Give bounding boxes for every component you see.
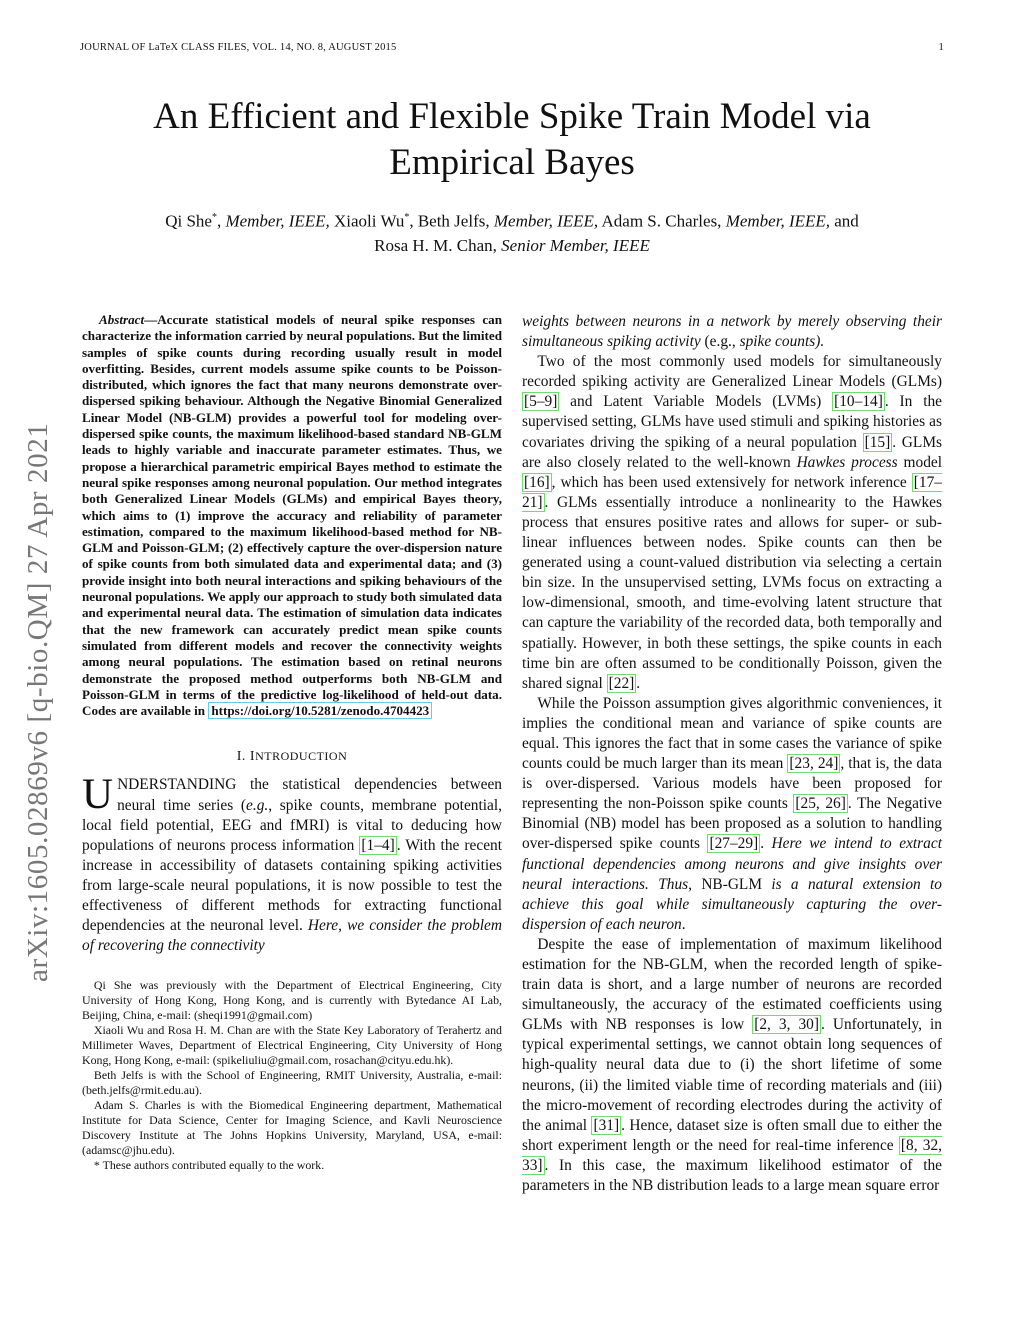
author-conjunction: and xyxy=(834,211,859,231)
author-role: Member, IEEE, xyxy=(493,211,599,231)
equal-contrib-mark: * xyxy=(404,212,410,223)
section-heading-introduction: I. INTRODUCTION xyxy=(236,749,348,765)
abstract-text: —Accurate statistical models of neural spike responses can characterize the information carried by neural populations. But the limited samples of spike counts during recording usually result in model overfitting. Besides, current models assume spike counts to be Poisson-distributed, which ignores the fact that many neurons demonstrate over-dispersed spiking behaviour. Although the Negative Binomial Generalized Linear Model (NB-GLM) provides a powerful tool for modeling over-dispersed spike counts, the maximum likelihood-based standard NB-GLM leads to highly variable and inaccurate parameter estimates. Thus, we propose a hierarchical parametric empirical Bayes method to estimate the neural spike responses among neuronal population. Our method integrates both Generalized Linear Models (GLMs) and empirical Bayes theory, which aims to (1) improve the accuracy and reliability of parameter estimation, compared to the maximum likelihood-based method for NB-GLM and Poisson-GLM; (2) effectively capture the over-dispersion nature of spike counts from both simulated data and experimental data; and (3) provide insight into both neural interactions and spiking behaviours of the neuronal populations. We apply our approach to study both simulated data and experimental neural data. The estimation of simulation data indicates that the new framework can accurately predict mean spike counts simulated from different models and recover the connectivity weights among neural populations. The estimation based on retinal neurons demonstrate the proposed method outperforms both NB-GLM and Poisson-GLM in terms of the predictive log-likelihood of held-out data. Codes are available in xyxy=(82,312,502,719)
citation-link[interactable]: [23, 24] xyxy=(789,755,839,773)
arxiv-stamp[interactable]: arXiv:1605.02869v6 [q-bio.QM] 27 Apr 2021 xyxy=(22,422,54,982)
footnotes xyxy=(82,978,502,1173)
paper-title: An Efficient and Flexible Spike Train Model via Empirical Bayes xyxy=(153,96,871,183)
running-header xyxy=(80,42,944,53)
citation-link[interactable]: [16] xyxy=(524,473,550,491)
body-paragraph: Despite the ease of implementation of maximum likelihood estimation for the NB-GLM, when the recorded length of spike-train data is short, and a large number of neurons are recorded simultaneously, the accuracy of the estimated coefficients using GLMs with NB responses is low [2, 3, 30] . Unfortunately, in typical experimental settings, we cannot obtain long sequences of high-quality neural data due to (i) the short lifetime of some neurons, (ii) the limited viable time of recording materials and (iii) the micro-movement of recording electrodes during the activity of the animal [31] . Hence, dataset size is often small due to either the short experiment length or the need for real-time inference [8, 32, 33] . In this case, the maximum likelihood estimator of the parameters in the NB distribution leads to a large mean square error xyxy=(522,935,943,1195)
citation-link[interactable]: [2, 3, 30] xyxy=(754,1016,819,1034)
drop-cap: U xyxy=(82,771,114,819)
author-charles: Adam S. Charles, xyxy=(601,211,722,231)
body-paragraph: Two of the most commonly used models for simultaneously recorded spiking activity are Generalized Linear Models (GLMs) [5–9] and Latent Variable Models (LVMs) [10–14] . In the supervised setting, GLMs have used stimuli and spiking histories as covariates driving the spiking of a neural population [15] . GLMs are also closely related to the well-known Hawkes process model [16] , which has been used extensively for network inference [17–21] . GLMs essentially introduce a nonlinearity to the Hawkes process that ensures positive rates and allows for super- or sub-linear influences between nodes. Spike counts can then be generated using a count-valued distribution via selecting a certain bin size. In the unsupervised setting, LVMs focus on extracting a low-dimensional, smooth, and time-evolving latent structure that can capture the variability of the recorded data, both temporally and spatially. However, in both these settings, the spike counts in each time bin are often assumed to be conditionally Poisson, given the shared signal [22] . xyxy=(522,353,942,692)
author-she: Qi She xyxy=(165,211,212,231)
author-list: Qi She*, Member, IEEE, Xiaoli Wu*, Beth Jelfs, Member, IEEE, Adam S. Charles, Member, IEEE, and Rosa H. M. Chan, Senior Member, IEEE xyxy=(165,211,859,255)
page-number: 1 xyxy=(938,42,944,53)
author-role: Member, IEEE, xyxy=(225,211,330,231)
abstract xyxy=(82,312,502,719)
footnote: Xiaoli Wu and Rosa H. M. Chan are with the State Key Laboratory of Terahertz and Millimeter Waves, Department of Electrical Engineering, City University of Hong Kong, Hong Kong, e-mail: (spikeliuliu@gmail.com, rosachan@cityu.edu.hk). xyxy=(82,1023,502,1068)
right-column xyxy=(522,312,942,1196)
doi-link[interactable]: https://doi.org/10.5281/zenodo.4704423 xyxy=(208,702,432,719)
author-jelfs: Beth Jelfs, xyxy=(417,211,490,231)
citation-link[interactable]: [10–14] xyxy=(834,393,883,411)
footnote: Qi She was previously with the Department of Electrical Engineering, City University of Hong Kong, Hong Kong, and is currently with Bytedance AI Lab, Beijing, China, e-mail: (sheqi1991@gmail.com) xyxy=(82,978,502,1023)
author-wu: Xiaoli Wu xyxy=(334,211,405,231)
footnote: * These authors contributed equally to the work. xyxy=(93,1158,325,1173)
citation-link[interactable]: [8, 32, 33] xyxy=(522,1136,943,1174)
author-chan: Rosa H. M. Chan, xyxy=(374,235,497,255)
author-role: Member, IEEE, xyxy=(725,211,831,231)
citation-link[interactable]: [25, 26] xyxy=(795,795,846,813)
citation-link[interactable]: [15] xyxy=(864,433,891,451)
equal-contrib-mark: * xyxy=(211,212,217,223)
footnote: Beth Jelfs is with the School of Engineering, RMIT University, Australia, e-mail: (beth.jelfs@rmit.edu.au). xyxy=(82,1068,502,1098)
intro-paragraph: UNDERSTANDING the statistical dependencies between neural time series (e.g., spike counts, membrane potential, local field potential, EEG and fMRI) is vital to deducing how populations of neurons process information [1–4] . With the recent increase in accessibility of datasets containing spiking activities from large-scale neural populations, it is now possible to test the effectiveness of different methods for extracting functional dependencies at the neuronal level. Here, we consider the problem of recovering the connectivity xyxy=(82,771,502,955)
body-paragraph: While the Poisson assumption gives algorithmic conveniences, it implies the conditional mean and variance of spike counts are equal. This ignores the fact that in some cases the variance of spike counts could be much larger than its mean [23, 24] , that is, the data is over-dispersed. Various models have been proposed for representing the non-Poisson spike counts [25, 26] . The Negative Binomial (NB) model has been proposed as a solution to handling over-dispersed spike counts [27–29] . Here we intend to extract functional dependencies among neurons and give insights over neural interactions. Thus, NB-GLM is a natural extension to achieve this goal while simultaneously capturing the over-dispersion of each neuron. xyxy=(522,694,942,933)
author-role: Senior Member, IEEE xyxy=(501,235,650,255)
citation-link[interactable]: [27–29] xyxy=(709,835,759,853)
footnote: Adam S. Charles is with the Biomedical Engineering department, Mathematical Institute for Data Science, Center for Imaging Science, and Kavli Neuroscience Discovery Institute at The Johns Hopkins University, Maryland, USA, e-mail: (adamsc@jhu.edu). xyxy=(82,1098,502,1158)
citation-link[interactable]: [31] xyxy=(593,1116,620,1134)
intro-continuation: weights between neurons in a network by merely observing their simultaneous spiking activity (e.g., spike counts). xyxy=(522,313,942,351)
left-column xyxy=(82,312,502,1173)
abstract-label: Abstract xyxy=(99,312,145,327)
citation-link[interactable]: [1–4] xyxy=(361,836,395,854)
citation-link[interactable]: [5–9] xyxy=(524,393,558,411)
citation-link[interactable]: [17–21] xyxy=(522,473,942,511)
citation-link[interactable]: [22] xyxy=(608,674,635,692)
journal-line: JOURNAL OF LaTeX CLASS FILES, VOL. 14, NO. 8, AUGUST 2015 xyxy=(80,42,397,53)
